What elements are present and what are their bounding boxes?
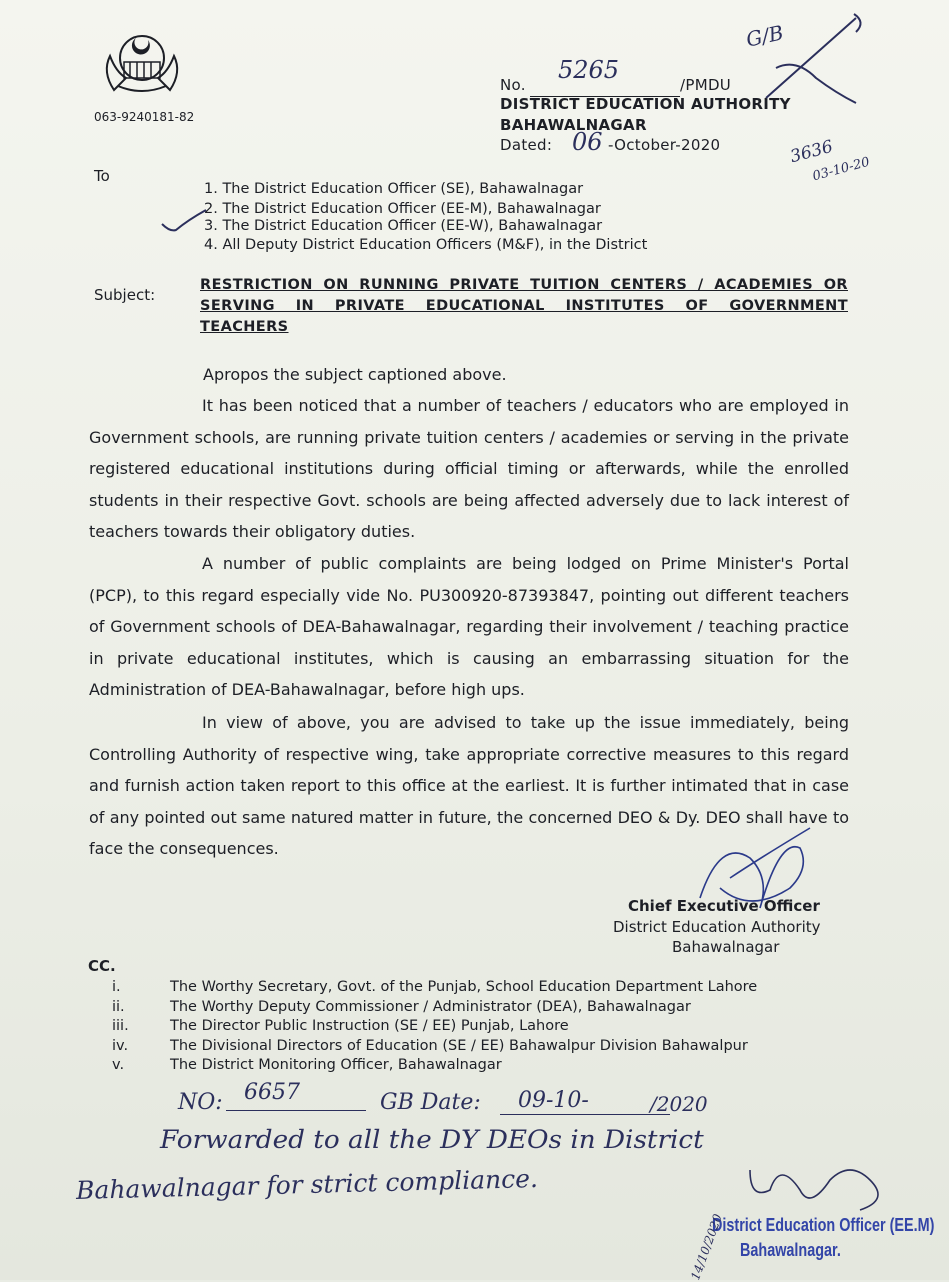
letter-number-suffix: /PMDU — [680, 76, 732, 94]
tick-mark-icon — [160, 208, 210, 234]
letter-number-label: No. — [500, 76, 526, 94]
dated-day: 06 — [572, 128, 603, 156]
stamp-initial-date: 14/10/2020 — [688, 1212, 725, 1282]
body-paragraph-3-text: A number of public complaints are being lodged on Prime Minister's Portal (PCP), to this regard especially vide No. PU300920-87393847, pointing out different teachers of Government schools of DEA-Bahawalnagar, regarding their involvement / teaching practice in private educational institutes, which is causing an embarrassing situation for the Administration of DEA-Bahawalnagar, before high ups. — [89, 554, 849, 699]
endorsement-year: /2020 — [650, 1092, 708, 1116]
authority-city: BAHAWALNAGAR — [500, 116, 647, 134]
cc-list — [112, 978, 757, 1076]
stamp-line-2: Bahawalnagar. — [740, 1240, 841, 1260]
cc-item: iv. The Divisional Directors of Education (SE / EE) Bahawalpur Division Bahawalpur — [112, 1037, 748, 1054]
recipient-3: 3. The District Education Officer (EE-W), Bahawalnagar — [204, 218, 603, 234]
endorsement-date-line — [500, 1114, 670, 1115]
dated-label: Dated: — [500, 136, 553, 154]
cc-item: v. The District Monitoring Officer, Bahawalnagar — [112, 1057, 502, 1073]
signatory-office: District Education Authority — [613, 918, 821, 936]
dated-rest: -October-2020 — [608, 136, 721, 154]
body-paragraph-2 — [89, 390, 849, 548]
letter-number-value: 5265 — [558, 56, 620, 84]
cc-item: i. The Worthy Secretary, Govt. of the Punjab, School Education Department Lahore — [112, 979, 758, 995]
stamp-line-1: District Education Officer (EE.M) — [712, 1215, 935, 1235]
subject-label: Subject: — [94, 286, 156, 304]
to-label: To — [94, 167, 110, 185]
signatory-title: Chief Executive Officer — [628, 897, 820, 915]
cc-label: CC. — [88, 957, 116, 975]
endorsement-no-label: NO: — [178, 1090, 223, 1115]
handwritten-mark-3636: 3636 — [788, 136, 836, 168]
signatory-city: Bahawalnagar — [672, 938, 780, 956]
endorsement-date: 09-10- — [518, 1088, 589, 1113]
subject-text: RESTRICTION ON RUNNING PRIVATE TUITION CENTERS / ACADEMIES OR SERVING IN PRIVATE EDUCATIONAL INSTITUTES OF GOVERNMENT TEACHERS — [200, 277, 848, 335]
endorsement-line-2: Bahawalnagar for strict compliance. — [75, 1163, 539, 1206]
body-paragraph-4-text: In view of above, you are advised to take up the issue immediately, being Controlling Authority of respective wing, take appropriate corrective measures to this regard and furnish action taken report to this office at the earliest. It is further intimated that in case of any pointed out same natured matter in future, the concerned DEO & Dy. DEO shall have to face the consequences. — [89, 713, 849, 858]
recipient-1: 1. The District Education Officer (SE), Bahawalnagar — [204, 181, 584, 197]
authority-name: DISTRICT EDUCATION AUTHORITY — [500, 95, 791, 113]
cc-item: ii. The Worthy Deputy Commissioner / Administrator (DEA), Bahawalnagar — [112, 998, 691, 1015]
handwritten-mark-date: 03-10-20 — [811, 154, 872, 185]
phone-number: 063-9240181-82 — [94, 110, 195, 124]
recipient-4: 4. All Deputy District Education Officers (M&F), in the District — [204, 237, 648, 253]
handwritten-mark-gb: G/B — [743, 20, 786, 52]
body-paragraph-2-text: It has been noticed that a number of teachers / educators who are employed in Government schools, are running private tuition centers / academies or serving in the private registered educational institutions during official timing or afterwards, while the enrolled students in their respective Govt. schools are being affected adversely due to lack interest of teachers towards their obligatory duties. — [89, 396, 849, 541]
body-paragraph-1: Apropos the subject captioned above. — [203, 365, 507, 384]
body-paragraph-3 — [89, 548, 849, 706]
punjab-emblem-logo — [100, 28, 184, 94]
cc-item: iii. The Director Public Instruction (SE / EE) Punjab, Lahore — [112, 1018, 569, 1034]
endorsement-no-value: 6657 — [244, 1080, 300, 1105]
endorsement-gb-label: GB Date: — [380, 1090, 481, 1115]
handwritten-scribble-icon — [756, 8, 876, 118]
recipient-2: 2. The District Education Officer (EE-M), Bahawalnagar — [204, 201, 601, 217]
endorsement-no-line — [226, 1110, 366, 1111]
endorsement-line-1: Forwarded to all the DY DEOs in District — [160, 1125, 704, 1154]
